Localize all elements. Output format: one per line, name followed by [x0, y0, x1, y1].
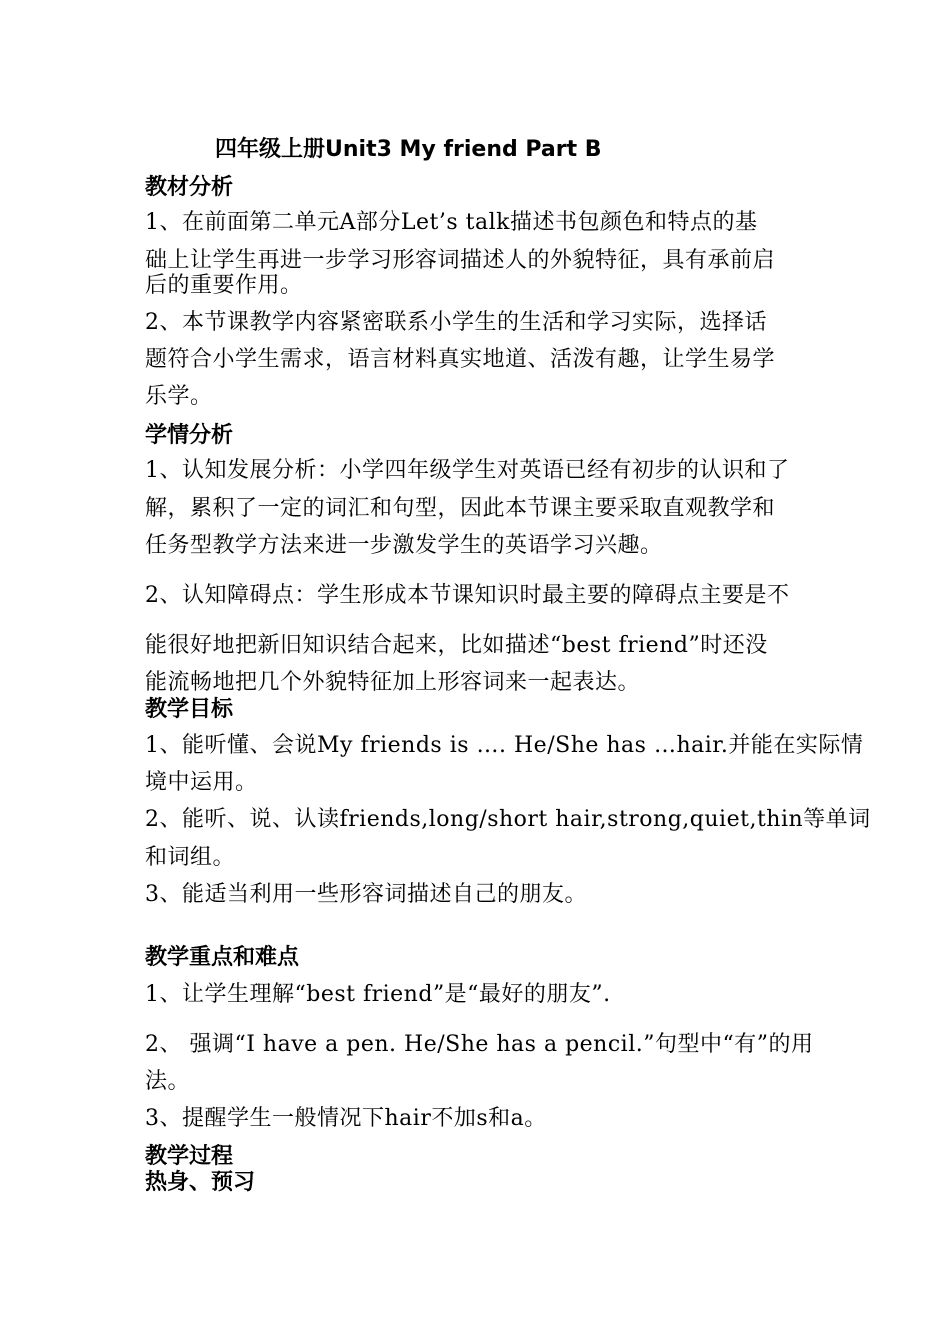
paragraph-line: 2、认知障碍点：学生形成本节课知识时最主要的障碍点主要是不: [145, 583, 790, 608]
paragraph-line: 题符合小学生需求，语言材料真实地道、活泼有趣，让学生易学: [145, 347, 776, 372]
section-heading-textbook-analysis: 教材分析: [145, 175, 234, 200]
section-heading-teaching-process: 教学过程: [145, 1144, 234, 1169]
section-heading-student-analysis: 学情分析: [145, 423, 234, 448]
paragraph-line: 1、让学生理解“best friend”是“最好的朋友”.: [145, 982, 611, 1007]
paragraph-line: 乐学。: [145, 384, 213, 409]
paragraph-line: 1、认知发展分析：小学四年级学生对英语已经有初步的认识和了: [145, 458, 790, 483]
paragraph-line: 3、能适当利用一些形容词描述自己的朋友。: [145, 882, 587, 907]
paragraph-line: 境中运用。: [145, 770, 258, 795]
paragraph-line: 1、在前面第二单元A部分Let’s talk描述书包颜色和特点的基: [145, 210, 758, 235]
paragraph-line: 任务型教学方法来进一步激发学生的英语学习兴趣。: [145, 533, 663, 558]
paragraph-line: 解，累积了一定的词汇和句型，因此本节课主要采取直观教学和: [145, 496, 776, 521]
paragraph-line: 能很好地把新旧知识结合起来，比如描述“best friend”时还没: [145, 633, 768, 658]
paragraph-line: 础上让学生再进一步学习形容词描述人的外貌特征，具有承前启: [145, 248, 776, 273]
paragraph-line: 法。: [145, 1069, 191, 1094]
paragraph-line: 2、本节课教学内容紧密联系小学生的生活和学习实际，选择话: [145, 310, 767, 335]
paragraph-line: 1、能听懂、会说My friends is …. He/She has …hair.并能在实际情: [145, 733, 864, 758]
paragraph-line: 和词组。: [145, 845, 236, 870]
paragraph-line: 2、能听、说、认读friends,long/short hair,strong,quiet,thin等单词: [145, 807, 871, 832]
document-title: 四年级上册Unit3 My friend Part B: [215, 137, 602, 162]
paragraph-line: 2、 强调“I have a pen. He/She has a pencil.”句型中“有”的用: [145, 1032, 814, 1057]
section-heading-key-points: 教学重点和难点: [145, 945, 300, 970]
paragraph-line: 后的重要作用。: [145, 273, 303, 298]
paragraph-line: 3、提醒学生一般情况下hair不加s和a。: [145, 1106, 547, 1131]
section-heading-warm-up: 热身、预习: [145, 1170, 256, 1195]
paragraph-line: 能流畅地把几个外貌特征加上形容词来一起表达。: [145, 670, 641, 695]
section-heading-teaching-objectives: 教学目标: [145, 697, 234, 722]
